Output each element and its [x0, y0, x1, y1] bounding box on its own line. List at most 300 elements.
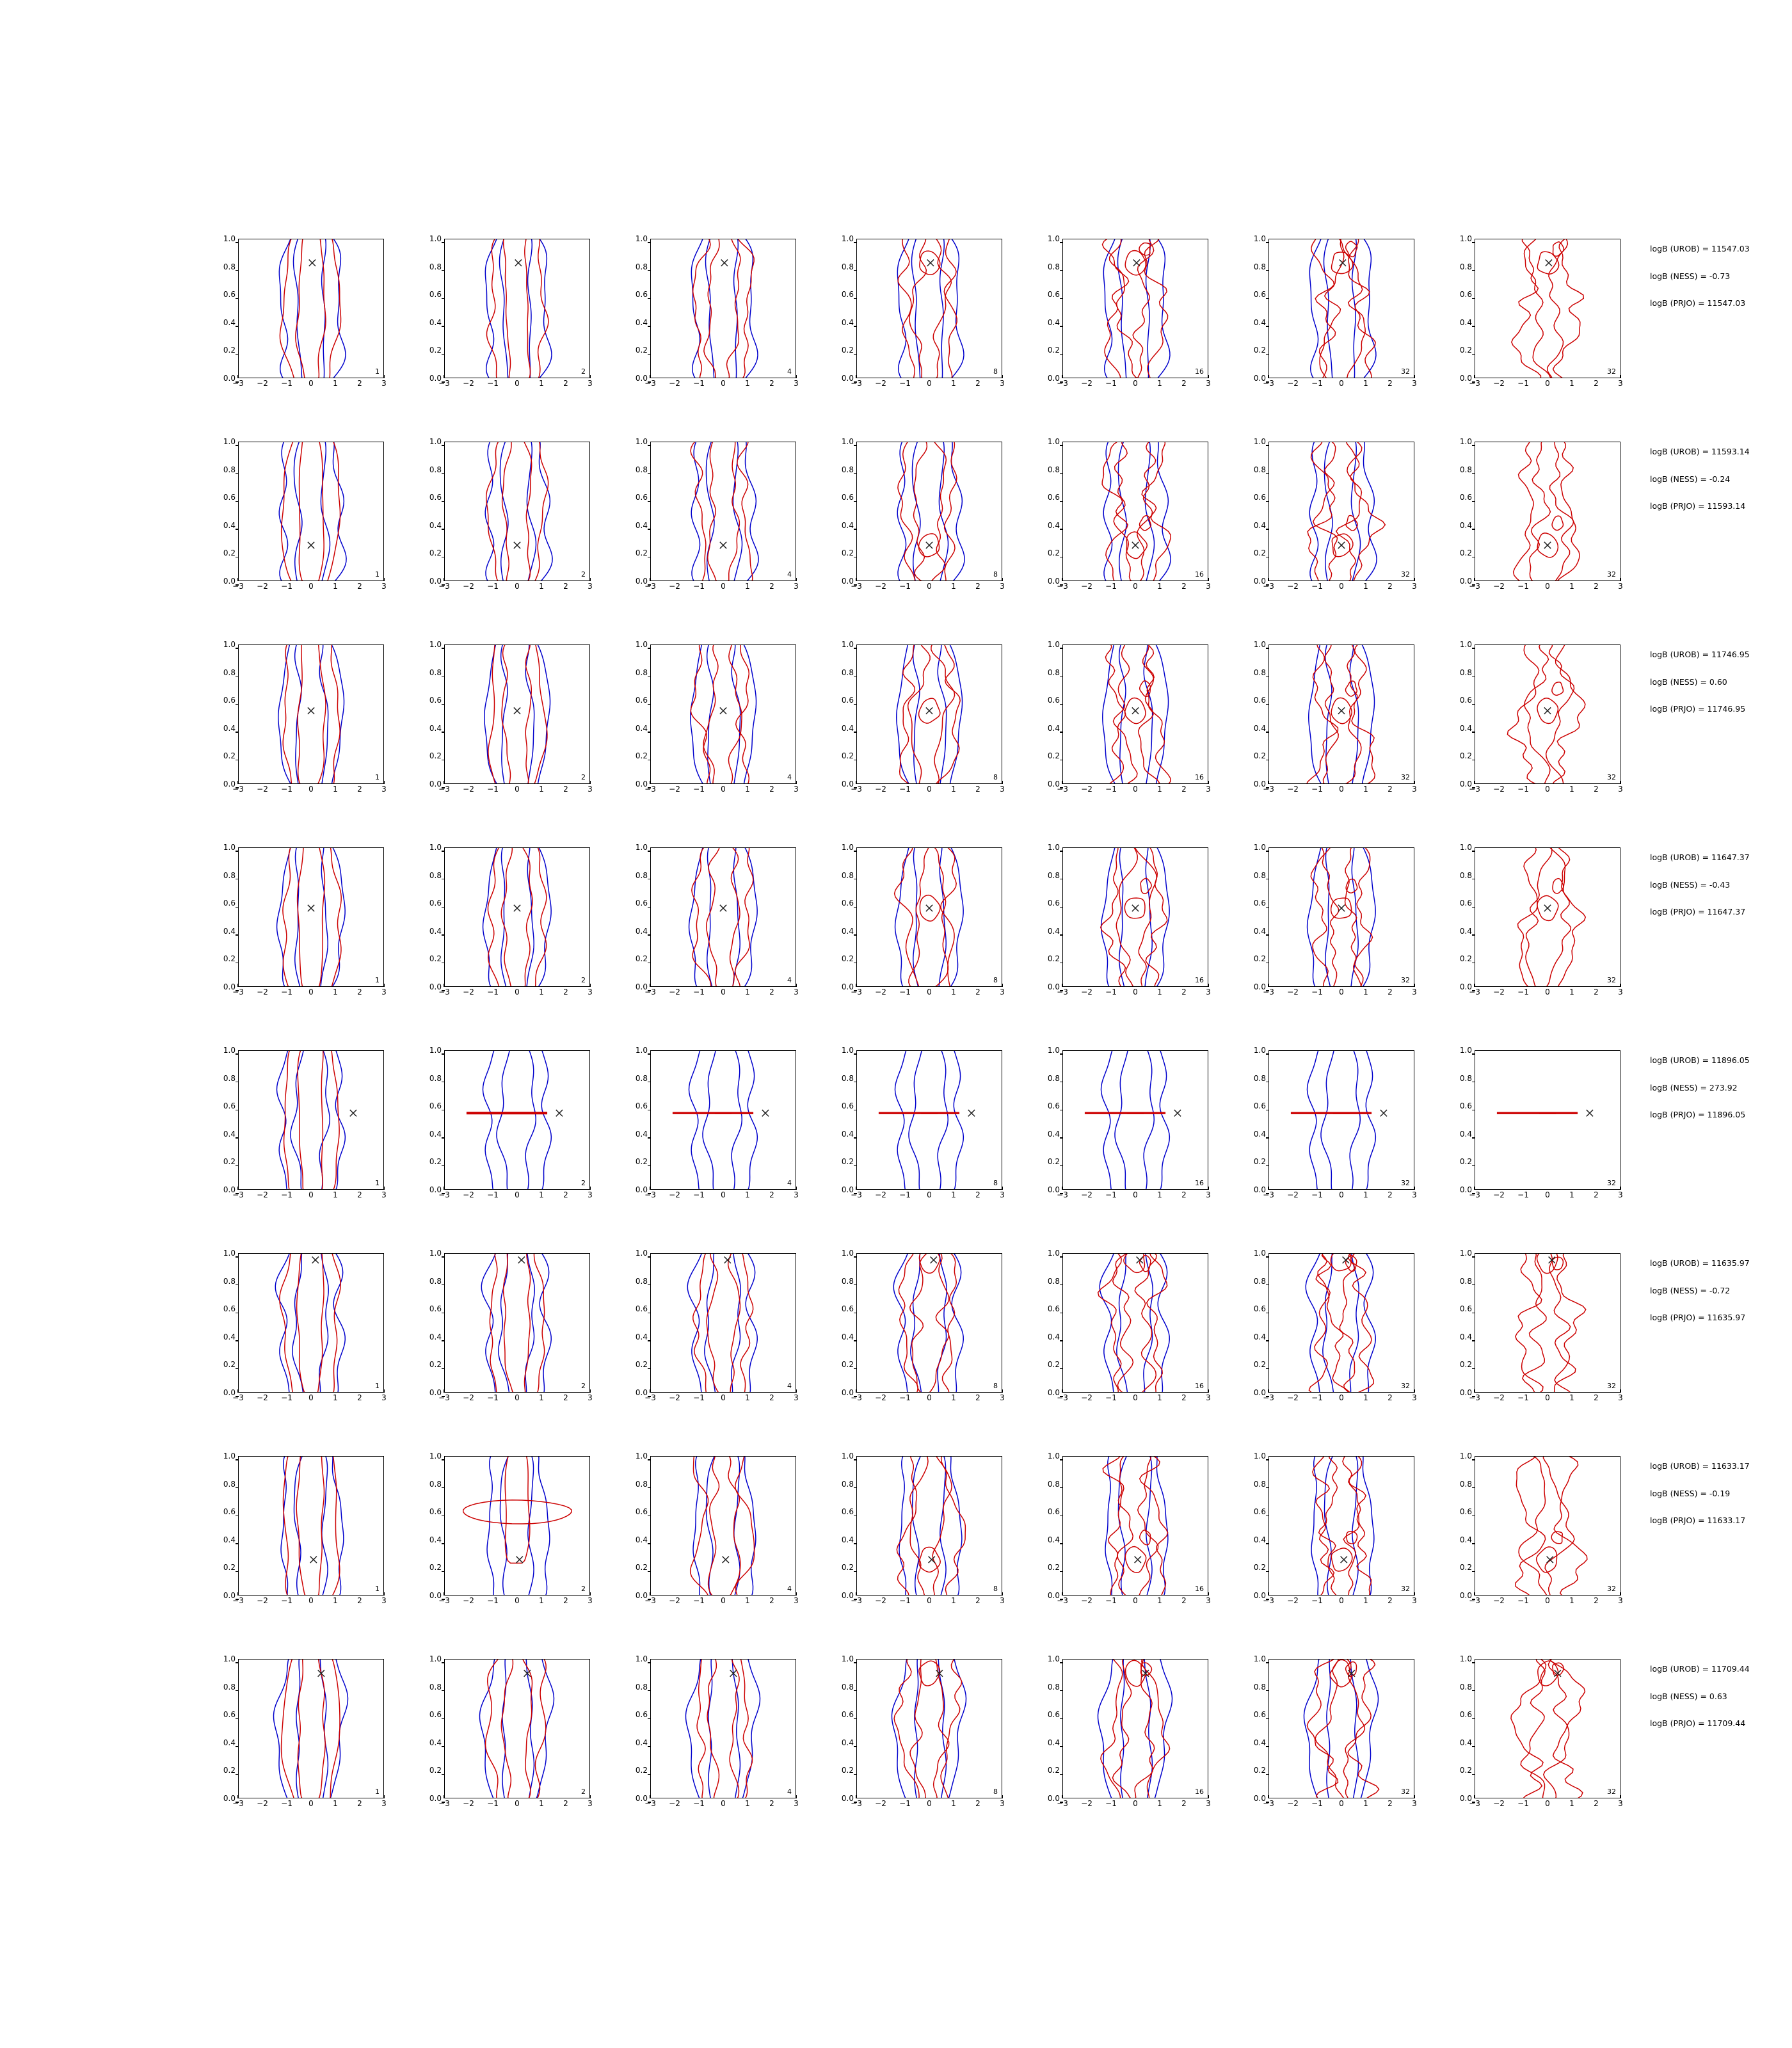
x-tick-label: 3: [376, 1191, 392, 1199]
chart-panel-r7-c5[interactable]: [1036, 1451, 1228, 1636]
y-tick-label: 0.8: [223, 673, 236, 680]
contour-plot-area[interactable]: [238, 239, 384, 378]
chart-panel-r4-c3[interactable]: [623, 842, 815, 1028]
chart-panel-r3-c6[interactable]: [1242, 639, 1434, 825]
x-tick-label: 0: [1128, 785, 1143, 793]
y-tick-label: 0.4: [636, 1743, 648, 1750]
chart-panel-r2-c6[interactable]: [1242, 436, 1434, 622]
x-tick-label: 3: [1201, 988, 1216, 996]
true-value-marker: [968, 1110, 975, 1116]
x-tick-label: 3: [1613, 988, 1628, 996]
panel-index-label: 8: [993, 1788, 998, 1796]
y-tick-label: 0.8: [223, 1281, 236, 1289]
y-tick-label: 0.8: [1460, 1687, 1472, 1695]
estimated-contour-outer: [280, 1254, 340, 1392]
estimated-contour-inner: [1519, 1457, 1574, 1595]
estimated-contour-inner: [1521, 1660, 1569, 1798]
chart-panel-r3-c4[interactable]: [829, 639, 1021, 825]
x-tick-label: 2: [352, 380, 367, 387]
x-tick-label: −3: [1261, 380, 1276, 387]
panel-index-label: 32: [1401, 570, 1410, 579]
y-tick-label: 0.0: [1048, 1798, 1060, 1806]
x-tick-label: −3: [230, 1597, 246, 1604]
contour-plot-area[interactable]: [1062, 1253, 1208, 1393]
x-tick-label: 0: [1128, 988, 1143, 996]
chart-panel-r4-c7[interactable]: [1448, 842, 1640, 1028]
contour-plot-area[interactable]: [856, 1253, 1002, 1393]
reference-contour-outer: [1100, 1254, 1169, 1392]
contour-plot-area[interactable]: [238, 847, 384, 987]
y-tick-label: 0.4: [1460, 1540, 1472, 1548]
y-tick-label: 0.8: [223, 267, 236, 275]
x-tick-label: −3: [1467, 1597, 1482, 1604]
chart-panel-r6-c5[interactable]: [1036, 1248, 1228, 1434]
chart-panel-r1-c5[interactable]: [1036, 234, 1228, 419]
contour-plot-area[interactable]: [238, 1659, 384, 1798]
chart-panel-r1-c6[interactable]: [1242, 234, 1434, 419]
chart-panel-r7-c6[interactable]: [1242, 1451, 1434, 1636]
y-tick-label: 0.0: [1460, 1190, 1472, 1197]
y-tick-label: 0.6: [636, 700, 648, 708]
contour-plot-area[interactable]: [1062, 1456, 1208, 1596]
reference-contour-outer: [689, 848, 758, 986]
reference-contour-outer: [1308, 848, 1376, 986]
x-tick-label: −3: [1055, 380, 1070, 387]
panel-grid: [211, 234, 1645, 1856]
y-tick-label: 0.8: [429, 1484, 442, 1492]
x-tick-label: 3: [995, 1800, 1010, 1807]
estimated-contour-inner: [1110, 239, 1154, 378]
x-tick-label: 0: [1334, 1191, 1349, 1199]
y-tick-label: 0.4: [1254, 525, 1266, 533]
contour-plot-area[interactable]: [856, 1659, 1002, 1798]
contour-plot-area[interactable]: [444, 1659, 590, 1798]
y-tick-label: 0.2: [636, 553, 648, 561]
chart-panel-r4-c6[interactable]: [1242, 842, 1434, 1028]
reference-contour-inner: [291, 1051, 330, 1189]
y-tick-label: 0.6: [429, 294, 442, 302]
contour-plot-area[interactable]: [1062, 442, 1208, 581]
contour-plot-area[interactable]: [1062, 1050, 1208, 1190]
chart-panel-r4-c2[interactable]: [417, 842, 609, 1028]
y-tick-label: 0.6: [429, 903, 442, 911]
chart-panel-r2-c4[interactable]: [829, 436, 1021, 622]
y-tick-label: 0.2: [842, 756, 854, 764]
contour-plot-area[interactable]: [1475, 442, 1620, 581]
y-tick-label: 0.2: [1460, 350, 1472, 358]
x-tick-label: 0: [509, 1394, 525, 1402]
estimated-contour-island: [919, 1547, 940, 1572]
contour-plot-area[interactable]: [1268, 847, 1414, 987]
reference-contour-inner: [706, 1457, 740, 1595]
contour-plot-area[interactable]: [1062, 644, 1208, 784]
contour-plot-area[interactable]: [650, 442, 796, 581]
x-tick-label: 0: [1540, 1191, 1555, 1199]
contour-plot-area[interactable]: [238, 442, 384, 581]
y-tick-label: 0.0: [636, 1190, 648, 1197]
chart-panel-r6-c6[interactable]: [1242, 1248, 1434, 1434]
y-tick-label: 0.6: [1254, 1309, 1266, 1316]
x-tick-label: −3: [643, 1597, 658, 1604]
contour-plot-area[interactable]: [650, 1659, 796, 1798]
y-tick-label: 0.6: [636, 1106, 648, 1114]
contour-plot-area[interactable]: [1475, 1253, 1620, 1393]
contour-plot-area[interactable]: [1475, 644, 1620, 784]
estimated-contour-outer: [486, 1660, 547, 1798]
y-tick-label: 1.0: [223, 442, 236, 449]
contour-plot-area[interactable]: [444, 644, 590, 784]
contour-plot-area[interactable]: [1268, 239, 1414, 378]
contour-plot-area[interactable]: [444, 442, 590, 581]
chart-panel-r5-c5[interactable]: [1036, 1045, 1228, 1231]
x-tick-label: 2: [1382, 785, 1398, 793]
contour-plot-area[interactable]: [1062, 1659, 1208, 1798]
x-tick-label: −1: [1103, 785, 1119, 793]
contour-plot-area[interactable]: [1475, 1456, 1620, 1596]
chart-panel-r3-c2[interactable]: [417, 639, 609, 825]
x-tick-label: 0: [1128, 1597, 1143, 1604]
x-tick-label: 3: [1201, 1394, 1216, 1402]
contour-plot-area[interactable]: [238, 644, 384, 784]
x-tick-label: 0: [1334, 582, 1349, 590]
contour-plot-area[interactable]: [1475, 1050, 1620, 1190]
contour-plot-area[interactable]: [650, 644, 796, 784]
row-stat-line: logB (UROB) = 11547.03: [1650, 244, 1750, 253]
true-value-marker: [308, 542, 314, 548]
y-tick-label: 0.6: [1460, 1715, 1472, 1722]
x-tick-label: −1: [691, 1394, 707, 1402]
chart-panel-r6-c7[interactable]: [1448, 1248, 1640, 1434]
y-tick-label: 1.0: [223, 239, 236, 246]
contour-plot-area[interactable]: [1268, 644, 1414, 784]
chart-panel-r7-c2[interactable]: [417, 1451, 609, 1636]
y-tick-label: 1.0: [636, 644, 648, 652]
contour-plot-area[interactable]: [1268, 1456, 1414, 1596]
true-value-marker: [929, 1556, 935, 1563]
contour-plot-area[interactable]: [238, 1456, 384, 1596]
contour-plot-area[interactable]: [444, 847, 590, 987]
y-tick-label: 0.4: [842, 1743, 854, 1750]
x-tick-label: 2: [558, 380, 573, 387]
x-tick-label: 3: [995, 785, 1010, 793]
contour-plot-area[interactable]: [1062, 847, 1208, 987]
contour-plot-area[interactable]: [1475, 1659, 1620, 1798]
y-tick-label: 1.0: [429, 1050, 442, 1058]
y-tick-label: 0.0: [842, 1190, 854, 1197]
estimated-contour-island: [1124, 1254, 1145, 1272]
x-tick-label: 1: [1564, 1800, 1580, 1807]
y-tick-label: 1.0: [1254, 442, 1266, 449]
panel-index-label: 2: [581, 367, 586, 376]
estimated-contour-outer: [697, 1660, 752, 1798]
panel-index-label: 16: [1195, 773, 1204, 781]
chart-panel-r5-c7[interactable]: [1448, 1045, 1640, 1231]
row-stats-block-7: [1650, 1462, 1791, 1544]
x-tick-label: −3: [1261, 582, 1276, 590]
y-tick-label: 0.4: [223, 1540, 236, 1548]
y-tick-label: 0.8: [1048, 876, 1060, 883]
x-tick-label: −1: [1103, 1800, 1119, 1807]
chart-panel-r5-c6[interactable]: [1242, 1045, 1434, 1231]
y-tick-label: 0.0: [842, 1393, 854, 1400]
chart-panel-r2-c2[interactable]: [417, 436, 609, 622]
x-tick-label: −2: [667, 1394, 682, 1402]
x-tick-label: 0: [509, 380, 525, 387]
chart-panel-r7-c7[interactable]: [1448, 1451, 1640, 1636]
x-tick-label: −1: [485, 1191, 500, 1199]
y-tick-label: 0.4: [1048, 931, 1060, 939]
chart-panel-r7-c3[interactable]: [623, 1451, 815, 1636]
chart-panel-r8-c1[interactable]: [211, 1654, 403, 1839]
chart-panel-r2-c5[interactable]: [1036, 436, 1228, 622]
contour-plot-area[interactable]: [1062, 239, 1208, 378]
estimated-contour-outer: [1311, 848, 1372, 986]
panel-index-label: 8: [993, 570, 998, 579]
chart-panel-r2-c3[interactable]: [623, 436, 815, 622]
x-tick-label: 0: [1540, 988, 1555, 996]
true-value-marker: [720, 542, 726, 548]
contour-plot-area[interactable]: [1268, 1050, 1414, 1190]
y-tick-label: 1.0: [223, 644, 236, 652]
y-tick-label: 0.6: [842, 1715, 854, 1722]
x-tick-label: 0: [509, 988, 525, 996]
x-tick-label: −1: [897, 380, 913, 387]
chart-panel-r6-c3[interactable]: [623, 1248, 815, 1434]
contour-plot-area[interactable]: [650, 239, 796, 378]
y-tick-label: 0.2: [1254, 1567, 1266, 1575]
y-tick-label: 0.2: [842, 1567, 854, 1575]
y-tick-label: 0.0: [1048, 1393, 1060, 1400]
reference-contour-outer: [483, 1051, 551, 1189]
contour-plot-area[interactable]: [444, 1456, 590, 1596]
chart-panel-r8-c5[interactable]: [1036, 1654, 1228, 1839]
chart-panel-r8-c4[interactable]: [829, 1654, 1021, 1839]
x-tick-label: −2: [461, 1394, 476, 1402]
contour-plot-area[interactable]: [444, 1050, 590, 1190]
row-stat-line: logB (NESS) = 0.60: [1650, 676, 1727, 687]
y-tick-label: 0.8: [1460, 470, 1472, 477]
y-tick-label: 0.2: [1048, 1770, 1060, 1778]
y-tick-label: 0.4: [1460, 1337, 1472, 1345]
chart-panel-r5-c4[interactable]: [829, 1045, 1021, 1231]
y-tick-label: 0.6: [223, 497, 236, 505]
chart-panel-r8-c7[interactable]: [1448, 1654, 1640, 1839]
y-tick-label: 0.6: [223, 700, 236, 708]
x-tick-label: −2: [1079, 380, 1094, 387]
y-tick-label: 0.0: [1254, 1798, 1266, 1806]
contour-plot-area[interactable]: [1268, 1253, 1414, 1393]
x-tick-label: −1: [1103, 380, 1119, 387]
true-value-marker: [312, 1257, 319, 1263]
reference-contour-inner: [912, 1457, 946, 1595]
contour-plot-area[interactable]: [1268, 1659, 1414, 1798]
y-tick-label: 0.6: [1254, 700, 1266, 708]
y-tick-label: 0.6: [429, 1309, 442, 1316]
row-stat-line: logB (PRJO) = 11547.03: [1650, 298, 1746, 308]
chart-panel-r1-c4[interactable]: [829, 234, 1021, 419]
contour-plot-area[interactable]: [650, 1456, 796, 1596]
chart-panel-r1-c3[interactable]: [623, 234, 815, 419]
x-tick-label: 0: [1540, 1394, 1555, 1402]
panel-index-label: 2: [581, 976, 586, 984]
x-tick-label: 1: [946, 582, 961, 590]
y-tick-label: 0.6: [429, 1715, 442, 1722]
y-tick-label: 0.8: [429, 1687, 442, 1695]
contour-plot-area[interactable]: [856, 847, 1002, 987]
x-tick-label: 1: [1152, 988, 1167, 996]
y-tick-label: 0.8: [1460, 1281, 1472, 1289]
estimated-contour-outer: [1307, 1660, 1379, 1798]
contour-plot-area[interactable]: [856, 239, 1002, 378]
y-tick-label: 0.6: [1048, 1106, 1060, 1114]
reference-contour-outer: [279, 442, 346, 580]
chart-panel-r1-c7[interactable]: [1448, 234, 1640, 419]
contour-plot-area[interactable]: [650, 1050, 796, 1190]
y-tick-label: 0.4: [1254, 931, 1266, 939]
y-tick-label: 0.4: [1254, 1134, 1266, 1142]
true-value-marker: [308, 707, 314, 714]
x-tick-label: −3: [1261, 1191, 1276, 1199]
chart-panel-r4-c1[interactable]: [211, 842, 403, 1028]
y-tick-label: 0.0: [223, 1596, 236, 1603]
chart-panel-r4-c4[interactable]: [829, 842, 1021, 1028]
chart-panel-r8-c2[interactable]: [417, 1654, 609, 1839]
true-value-marker: [514, 542, 520, 548]
y-tick-label: 0.0: [223, 1798, 236, 1806]
true-value-marker: [724, 1257, 731, 1263]
chart-panel-r3-c1[interactable]: [211, 639, 403, 825]
x-tick-label: 1: [740, 380, 755, 387]
reference-contour-inner: [1118, 442, 1154, 580]
contour-plot-area[interactable]: [650, 847, 796, 987]
x-tick-label: −3: [643, 785, 658, 793]
chart-panel-r5-c1[interactable]: [211, 1045, 403, 1231]
y-tick-label: 0.6: [1460, 1106, 1472, 1114]
panel-index-label: 32: [1401, 1179, 1410, 1187]
y-tick-label: 0.8: [223, 1484, 236, 1492]
contour-plot-area[interactable]: [856, 1456, 1002, 1596]
x-tick-label: 3: [582, 988, 598, 996]
x-tick-label: −3: [849, 582, 864, 590]
contour-plot-area[interactable]: [1268, 442, 1414, 581]
y-tick-label: 0.2: [223, 1567, 236, 1575]
chart-panel-r3-c7[interactable]: [1448, 639, 1640, 825]
chart-panel-r1-c1[interactable]: [211, 234, 403, 419]
y-tick-label: 0.8: [636, 1484, 648, 1492]
contour-plot-area[interactable]: [444, 1253, 590, 1393]
estimated-contour-vertical-lobe: [505, 1457, 530, 1563]
contour-plot-area[interactable]: [1475, 847, 1620, 987]
chart-panel-r6-c1[interactable]: [211, 1248, 403, 1434]
chart-panel-r6-c2[interactable]: [417, 1248, 609, 1434]
x-tick-label: 0: [1334, 1394, 1349, 1402]
x-tick-label: −3: [1055, 785, 1070, 793]
x-tick-label: 2: [764, 785, 780, 793]
true-value-marker: [723, 1556, 729, 1563]
panel-index-label: 32: [1607, 1382, 1616, 1390]
chart-panel-r5-c3[interactable]: [623, 1045, 815, 1231]
chart-panel-r3-c5[interactable]: [1036, 639, 1228, 825]
y-tick-label: 0.6: [1254, 294, 1266, 302]
x-tick-label: −2: [1491, 785, 1507, 793]
x-tick-label: −1: [691, 988, 707, 996]
y-tick-label: 0.0: [636, 1798, 648, 1806]
x-tick-label: 2: [1588, 380, 1604, 387]
row-stats-block-1: [1650, 245, 1791, 327]
reference-contour-outer: [693, 1457, 756, 1595]
x-tick-label: −1: [897, 1191, 913, 1199]
chart-panel-r8-c3[interactable]: [623, 1654, 815, 1839]
x-tick-label: −2: [255, 785, 270, 793]
y-tick-label: 0.0: [1048, 581, 1060, 589]
y-tick-label: 0.8: [636, 673, 648, 680]
x-tick-label: −3: [230, 988, 246, 996]
x-tick-label: −3: [1055, 1800, 1070, 1807]
contour-plot-area[interactable]: [238, 1050, 384, 1190]
chart-panel-r5-c2[interactable]: [417, 1045, 609, 1231]
y-tick-label: 0.8: [842, 1078, 854, 1086]
true-value-marker: [1132, 905, 1139, 911]
y-tick-label: 1.0: [1254, 1456, 1266, 1464]
x-tick-label: −2: [461, 988, 476, 996]
chart-panel-r6-c4[interactable]: [829, 1248, 1021, 1434]
reference-contour-outer: [1304, 1660, 1378, 1798]
x-tick-label: 1: [1152, 1800, 1167, 1807]
chart-panel-r3-c3[interactable]: [623, 639, 815, 825]
y-tick-label: 1.0: [1048, 239, 1060, 246]
y-tick-label: 1.0: [1460, 1253, 1472, 1261]
reference-contour-outer: [893, 1254, 963, 1392]
x-tick-label: 2: [1176, 1191, 1192, 1199]
y-tick-label: 1.0: [842, 442, 854, 449]
reference-contour-inner: [1321, 1051, 1360, 1189]
x-tick-label: 0: [303, 785, 319, 793]
x-tick-label: 3: [1613, 1597, 1628, 1604]
y-tick-label: 1.0: [1048, 1456, 1060, 1464]
chart-panel-r8-c6[interactable]: [1242, 1654, 1434, 1839]
x-tick-label: −2: [1491, 1597, 1507, 1604]
true-value-marker: [1547, 1556, 1553, 1563]
row-stats-block-5: [1650, 1057, 1791, 1139]
chart-panel-r2-c1[interactable]: [211, 436, 403, 622]
chart-panel-r7-c1[interactable]: [211, 1451, 403, 1636]
x-tick-label: −1: [897, 785, 913, 793]
contour-plot-area[interactable]: [856, 442, 1002, 581]
estimated-contour-inner: [299, 442, 324, 580]
contour-plot-area[interactable]: [1475, 239, 1620, 378]
y-tick-label: 0.2: [1460, 1770, 1472, 1778]
y-tick-label: 0.8: [1254, 1484, 1266, 1492]
contour-plot-area[interactable]: [238, 1253, 384, 1393]
x-tick-label: 1: [1564, 1191, 1580, 1199]
chart-panel-r4-c5[interactable]: [1036, 842, 1228, 1028]
y-tick-label: 0.0: [1254, 581, 1266, 589]
panel-index-label: 32: [1607, 367, 1616, 376]
estimated-contour-inner: [1524, 645, 1574, 783]
x-tick-label: −1: [1516, 785, 1531, 793]
contour-plot-area[interactable]: [650, 1253, 796, 1393]
contour-plot-area[interactable]: [856, 1050, 1002, 1190]
contour-plot-area[interactable]: [444, 239, 590, 378]
y-tick-label: 1.0: [1254, 847, 1266, 855]
chart-panel-r7-c4[interactable]: [829, 1451, 1021, 1636]
panel-index-label: 4: [787, 1788, 792, 1796]
contour-plot-area[interactable]: [856, 644, 1002, 784]
chart-panel-r1-c2[interactable]: [417, 234, 609, 419]
x-tick-label: −1: [279, 1394, 294, 1402]
estimated-contour-inner: [298, 1660, 325, 1798]
chart-panel-r2-c7[interactable]: [1448, 436, 1640, 622]
